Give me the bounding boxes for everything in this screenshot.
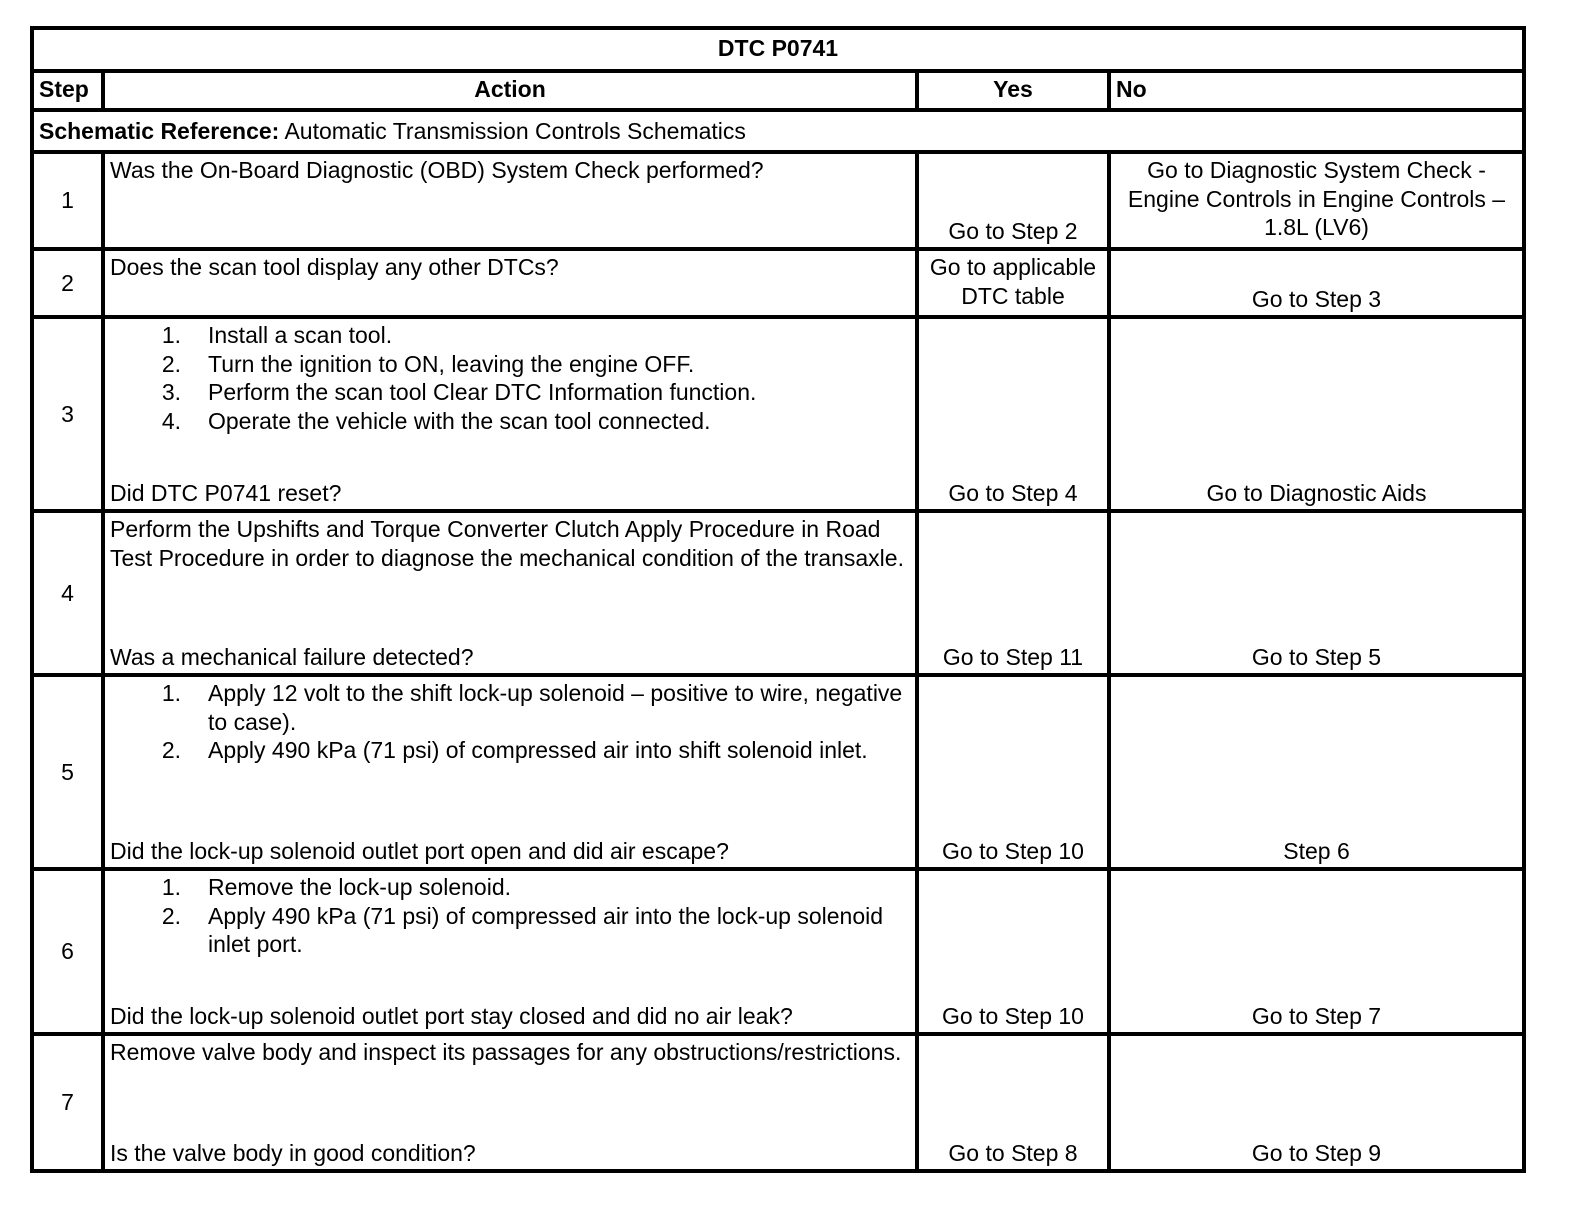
step-number: 6	[61, 938, 74, 965]
no-cell: Go to Diagnostic Aids	[1107, 319, 1522, 509]
action-cell	[101, 513, 915, 673]
action-question: Did DTC P0741 reset?	[110, 479, 342, 506]
table-row	[34, 867, 1522, 1032]
list-number: 2.	[161, 737, 181, 763]
action-list-item	[110, 902, 910, 959]
schematic-label: Schematic Reference:	[39, 118, 280, 144]
action-list-item	[110, 350, 910, 379]
yes-cell: Go to Step 4	[915, 319, 1107, 509]
header-no: No	[1107, 73, 1522, 108]
list-text: Remove the lock-up solenoid.	[208, 874, 511, 900]
yes-cell: Go to Step 2	[915, 154, 1107, 247]
list-number: 1.	[161, 322, 181, 348]
step-number: 5	[61, 758, 74, 785]
action-cell	[101, 251, 915, 315]
no-cell: Go to Step 3	[1107, 251, 1522, 315]
table-row	[34, 150, 1522, 247]
action-question: Did the lock-up solenoid outlet port open and did air escape?	[110, 837, 729, 864]
yes-cell: Go to Step 8	[915, 1036, 1107, 1169]
list-text: Apply 12 volt to the shift lock-up solenoid – positive to wire, negative to case).	[208, 680, 903, 735]
list-text: Operate the vehicle with the scan tool connected.	[208, 407, 711, 434]
yes-cell: Go to applicable DTC table	[915, 251, 1107, 315]
no-cell: Go to Step 5	[1107, 513, 1522, 673]
action-list-item	[110, 679, 910, 736]
action-text: Remove valve body and inspect its passages for any obstructions/restrictions.	[110, 1039, 902, 1065]
step-number: 7	[61, 1089, 74, 1116]
table-title: DTC P0741	[717, 35, 839, 61]
list-text: Perform the scan tool Clear DTC Information function.	[208, 379, 757, 405]
no-cell: Go to Diagnostic System Check - Engine Controls in Engine Controls – 1.8L (LV6)	[1107, 154, 1522, 247]
list-text: Apply 490 kPa (71 psi) of compressed air into the lock-up solenoid inlet port.	[208, 902, 884, 957]
title-row	[34, 30, 1522, 69]
table-row	[34, 673, 1522, 867]
schematic-row	[34, 108, 1522, 150]
list-text: Turn the ignition to ON, leaving the engine OFF.	[208, 350, 695, 377]
action-question: Did the lock-up solenoid outlet port stay closed and did no air leak?	[110, 1002, 793, 1029]
action-text: Was the On-Board Diagnostic (OBD) System Check performed?	[110, 157, 764, 183]
list-text: Install a scan tool.	[208, 322, 393, 348]
action-list-item	[110, 873, 910, 902]
action-text: Perform the Upshifts and Torque Converter Clutch Apply Procedure in Road Test Procedure in order to diagnose the mechanical condition of the transaxle.	[110, 516, 904, 571]
action-list-item	[110, 378, 910, 407]
list-number: 4.	[161, 407, 181, 434]
action-list-item	[110, 321, 910, 350]
step-number: 3	[61, 400, 74, 427]
diagnostic-table	[30, 26, 1526, 1173]
list-number: 2.	[161, 902, 181, 929]
step-number: 4	[61, 579, 74, 606]
yes-cell: Go to Step 11	[915, 513, 1107, 673]
yes-cell: Go to Step 10	[915, 677, 1107, 867]
step-number: 1	[61, 187, 74, 214]
list-number: 3.	[161, 379, 181, 405]
header-yes: Yes	[915, 73, 1107, 108]
no-cell: Go to Step 7	[1107, 871, 1522, 1032]
step-number: 2	[61, 269, 74, 296]
no-cell: Go to Step 9	[1107, 1036, 1522, 1169]
list-number: 1.	[161, 874, 181, 900]
action-cell	[101, 871, 915, 1032]
action-cell	[101, 1036, 915, 1169]
yes-cell: Go to Step 10	[915, 871, 1107, 1032]
header-step: Step	[39, 76, 89, 102]
table-row	[34, 509, 1522, 673]
table-row	[34, 1032, 1522, 1169]
action-question: Is the valve body in good condition?	[110, 1139, 476, 1166]
header-row	[34, 69, 1522, 108]
table-row	[34, 315, 1522, 509]
action-text: Does the scan tool display any other DTCs?	[110, 254, 559, 280]
list-number: 1.	[161, 680, 181, 706]
action-cell	[101, 677, 915, 867]
table-row	[34, 247, 1522, 315]
header-action: Action	[101, 73, 915, 108]
schematic-value: Automatic Transmission Controls Schematics	[284, 118, 746, 144]
action-list-item	[110, 407, 910, 436]
action-cell	[101, 154, 915, 247]
action-cell	[101, 319, 915, 509]
list-number: 2.	[161, 350, 181, 377]
action-question: Was a mechanical failure detected?	[110, 643, 474, 670]
list-text: Apply 490 kPa (71 psi) of compressed air into shift solenoid inlet.	[208, 737, 868, 763]
action-list-item	[110, 736, 910, 765]
no-cell: Step 6	[1107, 677, 1522, 867]
